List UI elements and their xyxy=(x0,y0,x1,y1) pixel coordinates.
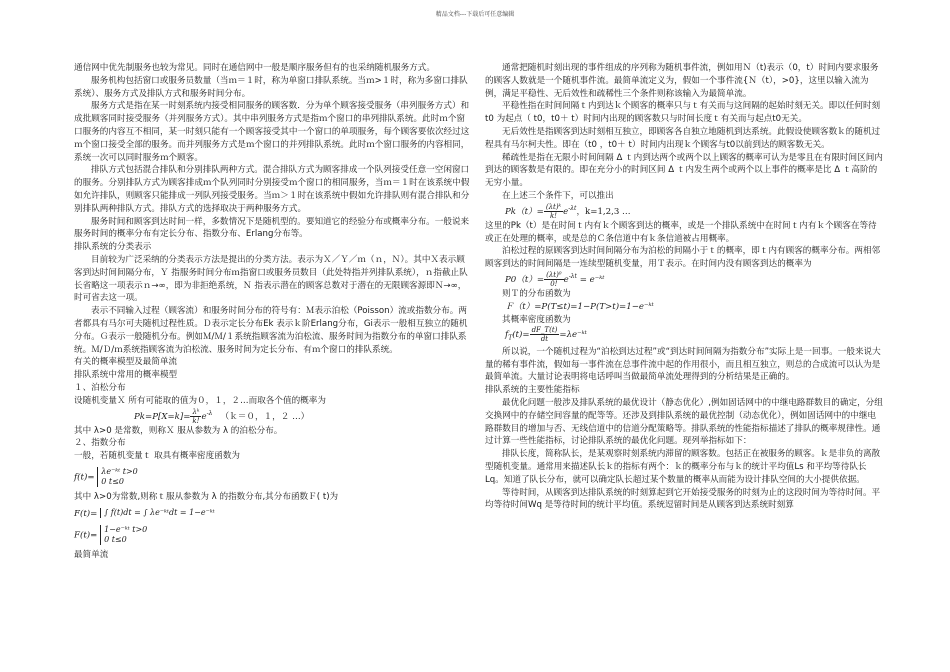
paragraph: 无后效性是指顾客到达时刻相互独立，即顾客各自独立地随机到达系统。此假设使顾客数ｋ的随机过程具有马尔柯夫性。即在（t0 ，t0＋ t）时间内出现ｋ个顾客与t0以前到达的顾客数无关。 xyxy=(485,126,881,150)
paragraph: 泊松过程的原顾客到达时间间隔分布为泊松的间隔小于ｔ的概率，即ｔ内有顾客的概率分布。两相邻顾客到达的时间间隔是一连续型随机变量，用Ｔ表示。在时间内没有顾客到达的概率为 xyxy=(485,246,881,270)
no-arrival-formula: P0（t）= $\frac{\text{(λt)⁰}}{0!}$ $e^{-\lambda t}$ = e⁻ᵏᵗ xyxy=(505,270,605,288)
section-heading: １、泊松分布 xyxy=(74,382,126,393)
paragraph: 设随机变量Ｘ 所有可能取的值为０，１，２…而取各个值的概率为 xyxy=(74,395,326,406)
section-heading: 最简单流 xyxy=(74,549,109,560)
paragraph: 排队长度，简称队长，是某观察时刻系统内滞留的顾客数。包括正在被服务的顾客。ｋ是非负的离散型随机变量。通常用来描述队长ｋ的指标有两个：ｋ的概率分布与ｋ的统计平均值Ls 和平均等待队长Lq。知道了队长分布，就可以确定队长超过某个数量的概率从而能为设计排队空间的大小提供依据。 xyxy=(485,449,881,485)
paragraph: 则Ｔ的分布函数为 xyxy=(502,288,571,299)
section-heading: 排队系统的主要性能指标 xyxy=(485,385,580,396)
distribution-function-formula: Ｆ（t）=P(T≤t)=1−P(T>t)=1−e⁻ᵏᵗ xyxy=(505,301,654,312)
section-heading: 有关的概率模型及最简单流 xyxy=(74,357,178,368)
section-heading: ２、指数分布 xyxy=(74,438,126,449)
paragraph: 稀疏性是指在无限小时间间隔 Δ ｔ内到达两个或两个以上顾客的概率可认为是零且在有限时间区间内到达的顾客数是有限的。即在充分小的时间区间 Δ ｔ内发生两个或两个以上事件的概率是比 Δ ｔ高阶的无穷小量。 xyxy=(485,152,883,189)
paragraph: 服务机构包括窗口或服务员数量（当ｍ＝１时，称为单窗口排队系统。当ｍ>１时，称为多窗口排队系统）、服务方式及排队方式和服务时间分布。 xyxy=(74,75,468,99)
paragraph: 在上述三个条件下，可以推出 xyxy=(502,190,614,201)
right-column xyxy=(485,62,883,512)
paragraph: 通常把随机时刻出现的事件组成的序列称为随机事件流，例如用Ｎ（t)表示（0，t）时间内要求服务的顾客人数就是一个随机事件流。最简单流定义为，假如一个事件流{Ｎ（t），>0}，这里以输入流为例，满足平稳性、无后效性和疏稀性三个条件则称该输入为最简单流。 xyxy=(485,63,879,99)
paragraph: 排队方式包括混合排队和分别排队两种方式。混合排队方式为顾客排成一个队列接受任意一空闲窗口的服务。分别排队方式为顾客排成ｍ个队列同时分别接受ｍ个窗口的相同服务，当ｍ＝１时在该系统中假如允许排队，则顾客只能排成一列队列接受服务。当ｍ＞１时在该系统中假如允许排队则有混合排队和分别排队两种排队方式。排队方式的选择取决于两种服务方式。 xyxy=(74,165,470,214)
paragraph: 其中 λ>0 是常数，则称Ｘ 服从参数为 λ 的泊松分布。 xyxy=(74,425,283,436)
paragraph: 这里的Pk（t）是在时间ｔ内有ｋ个顾客到达的概率，或是一个排队系统中在时间ｔ内有ｋ个顾客在等待或正在处理的概率，或是总的Ｃ条信道中有ｋ条信道被占用概率。 xyxy=(485,220,877,244)
paragraph: 平稳性指在时间间隔ｔ内到达ｋ个顾客的概率只与ｔ有关而与这间隔的起始时刻无关。即以任何时刻t0 为起点（ t0，t0＋ t）时间内出现的顾客数只与时间长度ｔ有关而与起点t0无关。 xyxy=(485,101,881,125)
paragraph: 其中 λ>0为常数,则称ｔ服从参数为 λ 的指数分布,其分布函数Ｆ( t)为 xyxy=(74,491,339,502)
cdf-piecewise-formula: F(t)= 1−e⁻ᵏᵗ t>0 0 t≤0 xyxy=(74,524,148,544)
poisson-formula: Pk=P[X=k]= $\frac{\text{λᵏ}}{k!}$ $e^{-\lambda}$ （ｋ＝０，１，２ …） xyxy=(134,407,310,425)
left-column xyxy=(74,62,472,561)
section-heading: 排队系统中常用的概率模型 xyxy=(74,370,178,381)
paragraph: 表示不同输入过程（顾客流）和服务时间分布的符号有：Ｍ表示泊松（Poisson）流或指数分布。两者都具有马尔可夫随机过程性质。Ｄ表示定长分布Ek 表示ｋ阶Erlang分布，Gi表示一般相互独立的随机分布。Ｇ表示一般随机分布。例如Ｍ/Ｍ/１系统指顾客流为泊松流、服务时间为指数分布的单窗口排队系统。Ｍ/Ｄ/ｍ系统指顾客流为泊松流、服务时间为定长分布、有ｍ个窗口的排队系统。 xyxy=(74,306,468,355)
paragraph: 通信网中优先制服务也较为常见。同时在通信网中一般是顺序服务但有的也采纳随机服务方式。 xyxy=(74,63,435,73)
pdf-formula: $f_T(t)=$ $\frac{dF\_T(t)}{dt}$ =λe⁻ᵏᵗ xyxy=(505,326,587,344)
paragraph: 目前较为广泛采纳的分类表示方法是提出的分类方法。表示为Ｘ／Ｙ／ｍ（ｎ，Ｎ）。其中Ｘ表示顾客到达时间间隔分布，Ｙ 指服务时间分布ｍ指窗口或服务员数目（此处特指并列排队系统），ｎ指截止队长省略这一项表示ｎ→∞，即为非拒绝系统，Ｎ 指表示潜在的顾客总数对于潜在的无限顾客源即Ｎ→∞，时可省去这一项。 xyxy=(74,254,468,304)
page-header: 精品文档---下载后可任意编辑 xyxy=(435,11,515,18)
paragraph: 最优化问题一般涉及排队系统的最优设计（静态优化）,例如固话网中的中继电路群数目的确定，分组交换网中的存储空间容量的配等等。还涉及到排队系统的最优控制（动态优化），例如固话网中的中继电路群数目的增加与否、无线信道中的信道分配策略等。排队系统的性能指标描述了排队的概率规律性。通过计算一些性能指标，讨论排队系统的最优化问题。现列举指标如下： xyxy=(485,398,883,447)
paragraph: 一般，若随机变量ｔ 取具有概率密度函数为 xyxy=(74,451,241,462)
cdf-integral-formula: F(t)= ∫ f(t)dt = ∫ λe⁻ᵏᵗdt = 1−e⁻ᵏᵗ xyxy=(74,508,215,519)
density-formula: f(t)= λe⁻ᵏᵗ t>0 0 t≤0 xyxy=(74,466,138,486)
paragraph: 服务时间和顾客到达时间一样，多数情况下是随机型的。要知道它的经验分布或概率分布。一般说来服务时间的概率分布有定长分布、指数分布、Erlang分布等。 xyxy=(74,216,470,240)
poisson-process-formula: Pk（t）= $\frac{\text{(λt)ᵏ}}{k!}$ $e^{-\lambda t}$，k=1,2,3 … xyxy=(505,202,631,220)
paragraph: 所以说，一个随机过程为“泊松到达过程”或“到达时间间隔为指数分布”实际上是一回事。一般来说大量的稀有事件流，假如每一事件流在总事件流中起的作用很小，而且相互独立，则总的合成流可以认为是最简单流。大量讨论表明将电话呼叫当做最简单流处理得到的分析结果是正确的。 xyxy=(485,346,881,383)
section-heading: 排队系统的分类表示 xyxy=(74,242,152,253)
paragraph: 等待时间，从顾客到达排队系统的时刻算起到它开始接受服务的时刻为止的这段时间为等待时间。平均等待时间Wq 是等待时间的统计平均值。系统逗留时间是从顾客到达系统时刻算 xyxy=(485,487,881,511)
paragraph: 其概率密度函数为 xyxy=(502,314,571,325)
paragraph: 服务方式是指在某一时刻系统内接受相同服务的顾客数．分为单个顾客接受服务（串列服务方式）和成批顾客同时接受服务（并列服务方式）。其中串列服务方式是指ｍ个窗口的串列排队系统。此时ｍ个窗口服务的内容互不相同，某一时刻只能有一个顾客接受其中一个窗口的单项服务，每个顾客要依次经过这ｍ个窗口接受全部的服务。而并列服务方式是ｍ个窗口的并列排队系统。此时ｍ个窗口服务的内容相同，系统一次可以同时服务ｍ个顾客。 xyxy=(74,101,470,163)
